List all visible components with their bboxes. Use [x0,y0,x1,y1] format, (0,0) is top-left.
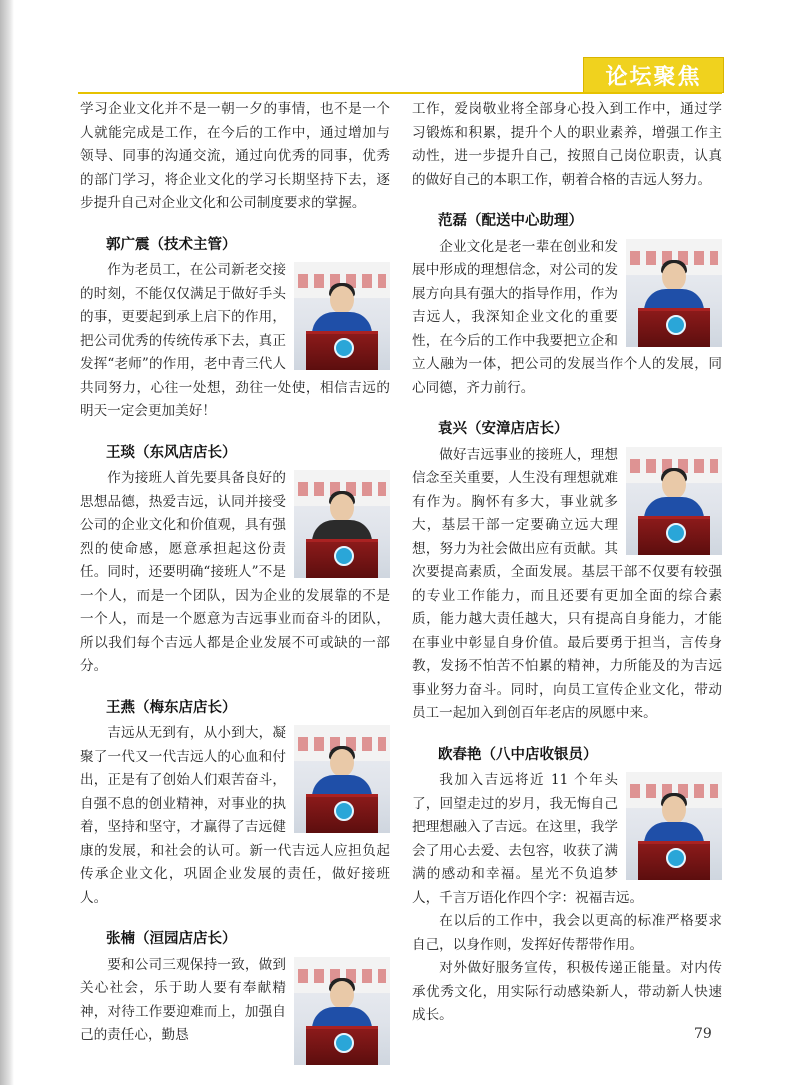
section-paragraph: 做好吉远事业的接班人，理想信念至关重要，人生没有理想就难有作为。胸怀有多大，事业就多大，基层干部一定要确立远大理想，努力为社会做出应有贡献。其次要提高素质，全面发展。基层干部不仅要有较强的专业工作能力，而且还要有更加全面的综合素质，能力越大责任越大，只有提高自身能力，才能在事业中彰显自身价值。最后要勇于担当，言传身教，发扬不怕苦不怕累的精神，力所能及的为吉远事业努力奋斗。同时，向员工宣传企业文化，带动员工一起加入到创百年老店的夙愿中来。 [412,446,722,721]
intro-right: 工作，爱岗敬业将全部身心投入到工作中，通过学习锻炼和积累，提升个人的职业素养，增强工作主动性，进一步提升自己，按照自己岗位职责，认真的做好自己的本职工作，朝着合格的吉远人努力。 [412,101,722,188]
section-title: 王琰（东风店店长） [106,444,237,461]
speaker-photo [626,772,722,880]
section-title: 郭广震（技术主管） [106,236,237,253]
header-rule [78,92,722,94]
speaker-photo [626,447,722,555]
section-paragraph: 我加入吉远将近 11 个年头了，回望走过的岁月，我无悔自己把理想融入了吉远。在这里，我学会了用心去爱、去包容，收获了满满的感动和幸福。星光不负追梦人，千言万语化作四个字：祝福吉远。 [412,772,644,906]
section-paragraph: 对外做好服务宣传，积极传递正能量。对内传承优秀文化，用实际行动感染新人，带动新人快速成长。 [412,960,722,1023]
speaker-photo [626,239,722,347]
section-paragraph: 要和公司三观保持一致，做到关心社会，乐于助人要有奉献精神，对待工作要迎难而上，加强自己的责任心，勤恳 [80,956,286,1043]
speaker-photo [294,262,390,370]
section-wang-yan2 [80,697,390,911]
section-title: 王燕（梅东店店长） [106,699,237,716]
intro-left: 学习企业文化并不是一朝一夕的事情，也不是一个人就能完成是工作，在今后的工作中，通过增加与领导、同事的沟通交流，通过向优秀的同事，优秀的部门学习，将企业文化的学习长期坚持下去，逐步提升自己对企业文化和公司制度要求的掌握。 [80,101,390,211]
page-number: 79 [694,1026,712,1042]
section-paragraph: 企业文化是老一辈在创业和发展中形成的理想信念，对公司的发展方向具有强大的指导作用，作为吉远人，我深知企业文化的重要性，在今后的工作中我要把立企和立人融为一体，把公司的发展当作个人的发展，同心同德，齐力前行。 [412,238,722,396]
section-fan [412,210,722,400]
banner-title: 论坛聚焦 [605,65,702,90]
section-ou [412,744,722,1028]
speaker-photo [294,725,390,833]
right-column [412,98,722,1028]
section-banner [583,57,724,93]
section-guo [80,234,390,424]
section-paragraph: 作为老员工，在公司新老交接的时刻，不能仅仅满足于做好手头的事，更要起到承上启下的作用，把公司优秀的传统传承下去，真正发挥“老师”的作用，老中青三代人共同努力，心往一处想，劲往一处使，相信吉远的明天一定会更加美好！ [80,262,390,419]
section-wang-yan [80,442,390,679]
section-title: 袁兴（安漳店店长） [438,421,569,437]
left-column [80,98,390,1067]
section-zhang [80,928,390,1048]
speaker-photo [294,957,390,1065]
section-yuan [412,418,722,726]
page-edge-shadow [0,0,14,1085]
section-paragraph: 作为接班人首先要具备良好的思想品德，热爱吉远，认同并接受公司的企业文化和价值观，具有强烈的使命感，愿意承担起这份责任。同时，还要明确“接班人”不是一个人，而是一个团队，因为企业的发展靠的不是一个人，而是一个愿意为吉远事业而奋斗的团队，所以我们每个吉远人都是企业发展不可或缺的一部分。 [80,470,390,674]
section-title: 范磊（配送中心助理） [438,213,583,229]
section-paragraph: 在以后的工作中，我会以更高的标准严格要求自己，以身作则，发挥好传帮带作用。 [412,913,722,953]
speaker-photo [294,470,390,578]
section-title: 张楠（洹园店店长） [106,931,237,947]
section-paragraph: 吉远从无到有，从小到大，凝聚了一代又一代吉远人的心血和付出，正是有了创始人们艰苦奋斗，自强不息的创业精神，对事业的执着，坚持和坚守，才赢得了吉远健康的发展，和社会的认可。新一代吉远人应担负起传承企业文化，巩固企业发展的责任，做好接班人。 [80,725,390,906]
section-title: 欧春艳（八中店收银员） [438,746,598,763]
